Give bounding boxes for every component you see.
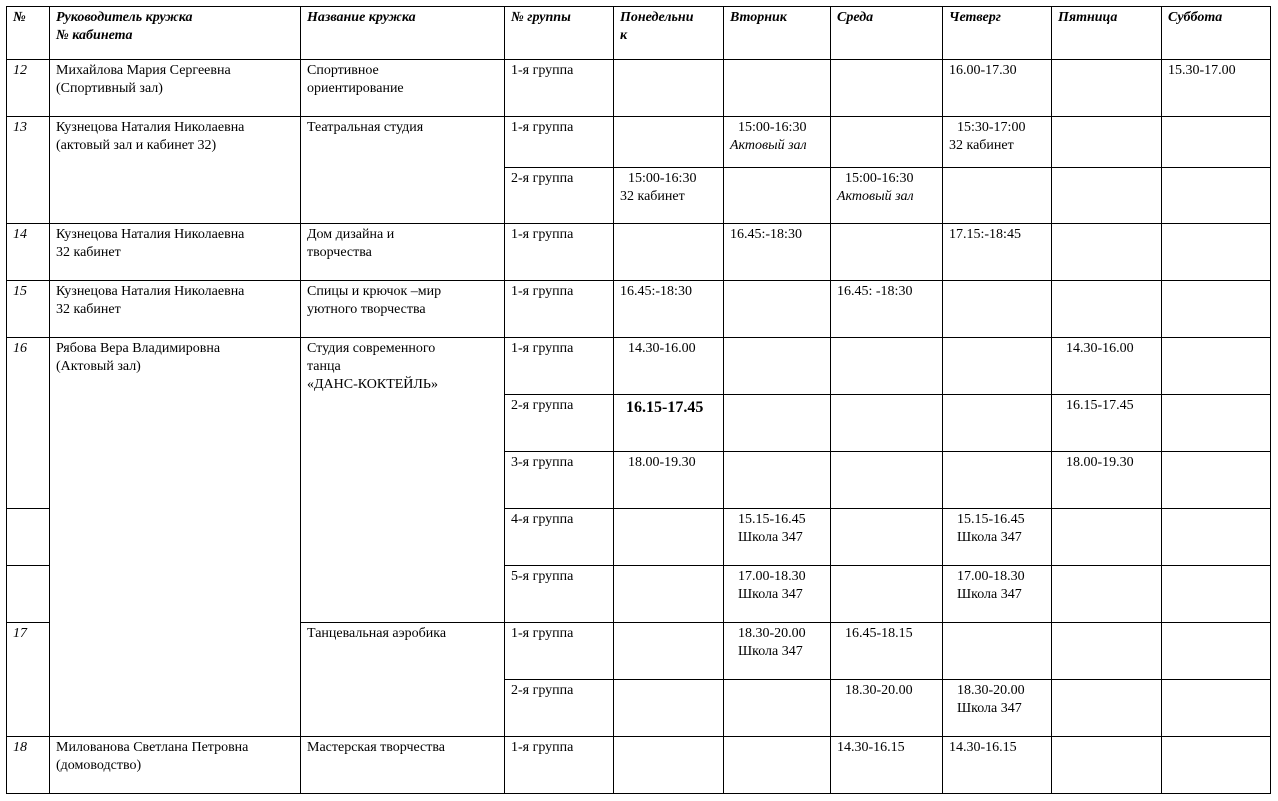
wednesday-cell: [831, 452, 943, 509]
saturday-cell: [1162, 117, 1271, 168]
club-cell: Спортивное ориентирование: [301, 60, 505, 117]
table-row: [7, 737, 1271, 794]
header-leader: Руководитель кружка № кабинета: [50, 7, 301, 60]
club-cell: Дом дизайна и творчества: [301, 224, 505, 281]
leader-cell: Кузнецова Наталия Николаевна 32 кабинет: [50, 224, 301, 281]
saturday-cell: [1162, 338, 1271, 395]
thursday-cell: [943, 452, 1052, 509]
leader-cell: Милованова Светлана Петровна (домоводство): [50, 737, 301, 794]
monday-cell: [614, 509, 724, 566]
header-wednesday: Среда: [831, 7, 943, 60]
monday-cell: [614, 566, 724, 623]
group-cell: 1-я группа: [505, 623, 614, 680]
row-number: 14: [7, 224, 50, 281]
group-cell: 1-я группа: [505, 338, 614, 395]
club-cell: Театральная студия: [301, 117, 505, 224]
header-saturday: Суббота: [1162, 7, 1271, 60]
wednesday-cell: [831, 338, 943, 395]
wednesday-cell: 16.45-18.15: [831, 623, 943, 680]
row-number: 13: [7, 117, 50, 224]
monday-cell: 18.00-19.30: [614, 452, 724, 509]
thursday-cell: 15.15-16.45 Школа 347: [943, 509, 1052, 566]
leader-cell: Рябова Вера Владимировна (Актовый зал): [50, 338, 301, 737]
group-cell: 1-я группа: [505, 224, 614, 281]
row-number: 17: [7, 623, 50, 737]
thursday-cell: [943, 338, 1052, 395]
header-friday: Пятница: [1052, 7, 1162, 60]
thursday-cell: 14.30-16.15: [943, 737, 1052, 794]
friday-cell: 18.00-19.30: [1052, 452, 1162, 509]
group-cell: 1-я группа: [505, 281, 614, 338]
friday-cell: [1052, 117, 1162, 168]
thursday-cell: 16.00-17.30: [943, 60, 1052, 117]
friday-cell: [1052, 224, 1162, 281]
monday-cell: [614, 117, 724, 168]
thursday-cell: 18.30-20.00 Школа 347: [943, 680, 1052, 737]
group-cell: 2-я группа: [505, 395, 614, 452]
row-number: 15: [7, 281, 50, 338]
thursday-cell: 17.00-18.30 Школа 347: [943, 566, 1052, 623]
wednesday-cell: [831, 509, 943, 566]
wednesday-cell: [831, 395, 943, 452]
schedule-table: [6, 6, 1271, 794]
leader-cell: Кузнецова Наталия Николаевна (актовый зал и кабинет 32): [50, 117, 301, 224]
saturday-cell: 15.30-17.00: [1162, 60, 1271, 117]
tuesday-cell: 16.45:-18:30: [724, 224, 831, 281]
tuesday-cell: 15:00-16:30 Актовый зал: [724, 117, 831, 168]
row-number: 18: [7, 737, 50, 794]
tuesday-cell: [724, 281, 831, 338]
tuesday-cell: [724, 680, 831, 737]
club-cell: Спицы и крючок –мир уютного творчества: [301, 281, 505, 338]
monday-cell: 14.30-16.00: [614, 338, 724, 395]
wednesday-cell: 15:00-16:30 Актовый зал: [831, 168, 943, 224]
monday-cell: 16.15-17.45: [614, 395, 724, 452]
header-monday: Понедельни к: [614, 7, 724, 60]
saturday-cell: [1162, 168, 1271, 224]
tuesday-cell: [724, 168, 831, 224]
monday-cell: [614, 60, 724, 117]
friday-cell: [1052, 168, 1162, 224]
monday-cell: [614, 224, 724, 281]
friday-cell: [1052, 623, 1162, 680]
wednesday-cell: [831, 117, 943, 168]
tuesday-cell: [724, 452, 831, 509]
club-cell: Танцевальная аэробика: [301, 623, 505, 737]
saturday-cell: [1162, 452, 1271, 509]
group-cell: 1-я группа: [505, 117, 614, 168]
header-thursday: Четверг: [943, 7, 1052, 60]
friday-cell: [1052, 509, 1162, 566]
table-row: [7, 281, 1271, 338]
saturday-cell: [1162, 281, 1271, 338]
tuesday-cell: 17.00-18.30 Школа 347: [724, 566, 831, 623]
group-cell: 1-я группа: [505, 737, 614, 794]
friday-cell: [1052, 737, 1162, 794]
saturday-cell: [1162, 680, 1271, 737]
saturday-cell: [1162, 737, 1271, 794]
saturday-cell: [1162, 395, 1271, 452]
friday-cell: 16.15-17.45: [1052, 395, 1162, 452]
header-num: №: [7, 7, 50, 60]
tuesday-cell: [724, 60, 831, 117]
header-club: Название кружка: [301, 7, 505, 60]
monday-cell: 16.45:-18:30: [614, 281, 724, 338]
group-cell: 1-я группа: [505, 60, 614, 117]
row-number: 12: [7, 60, 50, 117]
friday-cell: [1052, 680, 1162, 737]
group-cell: 3-я группа: [505, 452, 614, 509]
friday-cell: [1052, 60, 1162, 117]
friday-cell: 14.30-16.00: [1052, 338, 1162, 395]
thursday-cell: [943, 395, 1052, 452]
table-row: [7, 338, 1271, 395]
monday-cell: [614, 680, 724, 737]
header-tuesday: Вторник: [724, 7, 831, 60]
saturday-cell: [1162, 224, 1271, 281]
leader-cell: Кузнецова Наталия Николаевна 32 кабинет: [50, 281, 301, 338]
row-number: 16: [7, 338, 50, 509]
saturday-cell: [1162, 566, 1271, 623]
friday-cell: [1052, 566, 1162, 623]
thursday-cell: 17.15:-18:45: [943, 224, 1052, 281]
header-row: [7, 7, 1271, 60]
friday-cell: [1052, 281, 1162, 338]
table-row: [7, 60, 1271, 117]
wednesday-cell: 14.30-16.15: [831, 737, 943, 794]
group-cell: 2-я группа: [505, 680, 614, 737]
wednesday-cell: 18.30-20.00: [831, 680, 943, 737]
row-number-empty: [7, 509, 50, 566]
wednesday-cell: [831, 566, 943, 623]
group-cell: 2-я группа: [505, 168, 614, 224]
group-cell: 5-я группа: [505, 566, 614, 623]
saturday-cell: [1162, 623, 1271, 680]
monday-cell: 15:00-16:30 32 кабинет: [614, 168, 724, 224]
tuesday-cell: 18.30-20.00 Школа 347: [724, 623, 831, 680]
wednesday-cell: [831, 224, 943, 281]
monday-cell: [614, 623, 724, 680]
header-group: № группы: [505, 7, 614, 60]
wednesday-cell: 16.45: -18:30: [831, 281, 943, 338]
row-number-empty: [7, 566, 50, 623]
tuesday-cell: 15.15-16.45 Школа 347: [724, 509, 831, 566]
table-row: [7, 117, 1271, 168]
club-cell: Мастерская творчества: [301, 737, 505, 794]
group-cell: 4-я группа: [505, 509, 614, 566]
thursday-cell: 15:30-17:00 32 кабинет: [943, 117, 1052, 168]
tuesday-cell: [724, 338, 831, 395]
tuesday-cell: [724, 737, 831, 794]
thursday-cell: [943, 623, 1052, 680]
thursday-cell: [943, 168, 1052, 224]
saturday-cell: [1162, 509, 1271, 566]
monday-cell: [614, 737, 724, 794]
leader-cell: Михайлова Мария Сергеевна (Спортивный зал): [50, 60, 301, 117]
thursday-cell: [943, 281, 1052, 338]
wednesday-cell: [831, 60, 943, 117]
table-row: [7, 224, 1271, 281]
club-cell: Студия современного танца «ДАНС-КОКТЕЙЛЬ»: [301, 338, 505, 623]
tuesday-cell: [724, 395, 831, 452]
